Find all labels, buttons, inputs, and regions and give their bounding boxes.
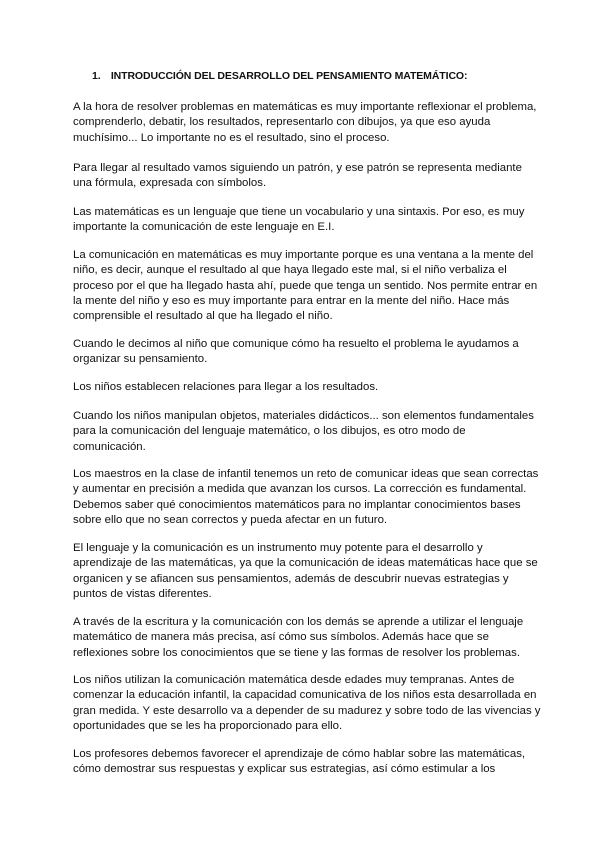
paragraph: La comunicación en matemáticas es muy importante porque es una ventana a la mente del niño, es decir, aunque el resultado al que haya llegado este mal, si el niño verbaliza el proceso por el que ha llegado hasta ahí, puede que tenga un sentido. Nos permite entrar en la mente del niño y eso es muy importante para entrar en la mente del niño. Hace más comprensible el resultado al que ha llegado el niño. [73,249,538,323]
paragraph: Los niños establecen relaciones para llegar a los resultados. [73,381,379,393]
section-number: 1. [92,70,101,82]
paragraph: Los maestros en la clase de infantil tenemos un reto de comunicar ideas que sean correctas y aumentar en precisión a medida que avanzan los cursos. La corrección es fundamental. Debemos saber qué conocimientos matemáticos para no implantar conocimientos bases sobre ello que no sean correctos y pueda afectar en un futuro. [73,468,539,526]
paragraph: A través de la escritura y la comunicación con los demás se aprende a utilizar el lenguaje matemático de manera más precisa, así cómo sus símbolos. Además hace que se reflexiones sobre los conocimientos que se tiene y las formas de resolver los problemas. [73,616,524,659]
paragraph: Cuando los niños manipulan objetos, materiales didácticos... son elementos fundamentales para la comunicación del lenguaje matemático, o los dibujos, es otro modo de comunicación. [73,410,534,453]
section-heading [92,70,552,82]
paragraph: Los niños utilizan la comunicación matemática desde edades muy tempranas. Antes de comenzar la educación infantil, la capacidad comunicativa de los niños esta desarrollada en gran medida. Y este desarrollo va a depender de su madurez y sobre todo de las vivencias y oportunidades que se les ha proporcionado para ello. [73,674,541,732]
paragraph: A la hora de resolver problemas en matemáticas es muy importante reflexionar el problema, comprenderlo, debatir, los resultados, representarlo con dibujos, ya que eso ayuda muchísimo... Lo importante no es el resultado, sino el proceso. [73,101,537,144]
paragraph: Cuando le decimos al niño que comunique cómo ha resuelto el problema le ayudamos a organizar su pensamiento. [73,338,519,366]
paragraph: Las matemáticas es un lenguaje que tiene un vocabulario y una sintaxis. Por eso, es muy importante la comunicación de este lenguaje en E.I. [73,206,525,234]
paragraph: Para llegar al resultado vamos siguiendo un patrón, y ese patrón se representa mediante una fórmula, expresada con símbolos. [73,162,522,190]
section-title: INTRODUCCIÓN DEL DESARROLLO DEL PENSAMIENTO MATEMÁTICO: [110,70,468,82]
paragraph: El lenguaje y la comunicación es un instrumento muy potente para el desarrollo y aprendizaje de las matemáticas, ya que la comunicación de ideas matemáticas hace que se organicen y se afiancen sus pensamientos, además de descubrir nuevas estrategias y puntos de vistas diferentes. [73,542,538,600]
paragraph: Los profesores debemos favorecer el aprendizaje de cómo hablar sobre las matemáticas, cómo demostrar sus respuestas y explicar sus estrategias, así cómo estimular a los [73,748,526,776]
